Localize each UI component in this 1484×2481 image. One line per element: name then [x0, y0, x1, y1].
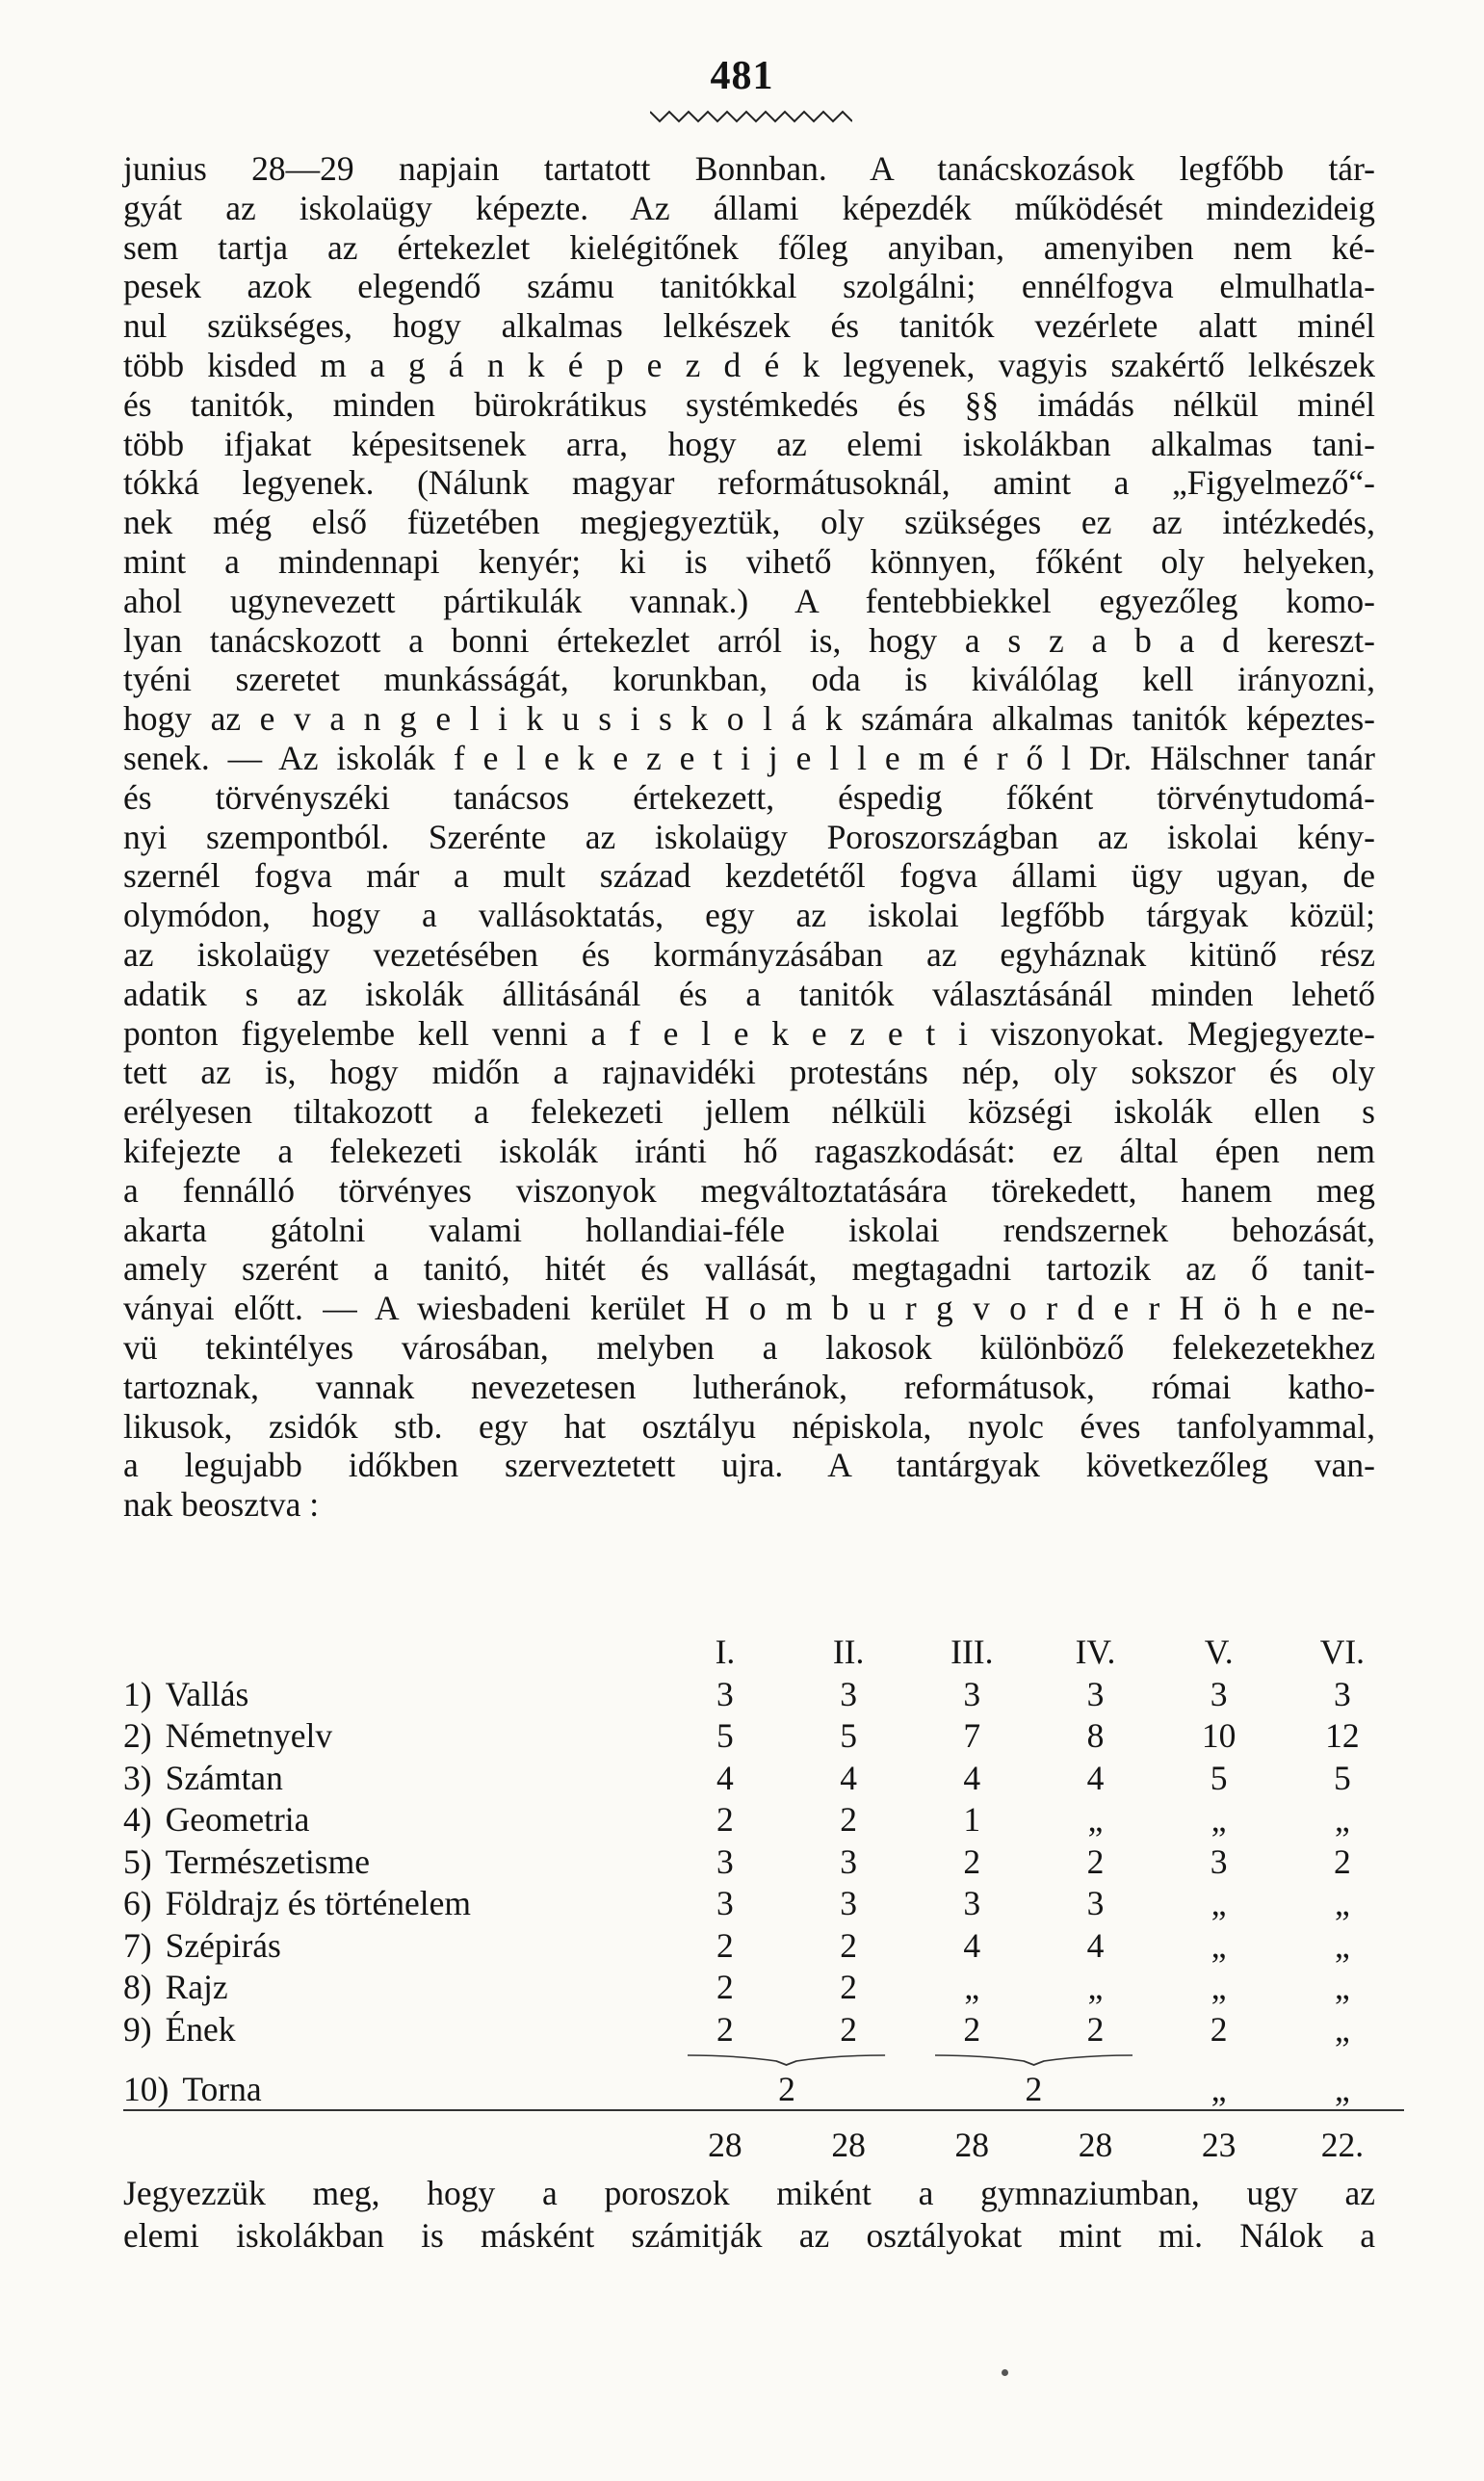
cell-value: 3 — [840, 1884, 857, 1922]
cell-value: 2 — [840, 1925, 857, 1965]
table-row — [123, 1882, 1404, 1924]
cell-value: 3 — [840, 1841, 857, 1881]
text-line: nek még első füzetében megjegyeztük, oly szükséges ez az intézkedés, — [123, 503, 1375, 542]
cell-value: 2 — [840, 1800, 857, 1839]
text-line: nul szükséges, hogy alkalmas lelkészek és tanitók vezérlete alatt minél — [123, 306, 1375, 346]
cell-value: 2 — [716, 2009, 734, 2049]
cell-value: „ — [1335, 1800, 1350, 1839]
cell-value: „ — [1335, 2009, 1350, 2049]
cell-value: 3 — [1334, 1674, 1351, 1713]
cell-value: 5 — [840, 1716, 857, 1755]
cell-value: „ — [1211, 2069, 1227, 2108]
row-number: 6) — [123, 1884, 152, 1922]
text-line: kifejezte a felekezeti iskolák iránti hő ragaszkodását: ez által épen nem — [123, 1131, 1375, 1170]
cell-value: 5 — [716, 1716, 734, 1755]
cell-value: 3 — [1086, 1674, 1105, 1713]
row-number: 9) — [123, 2009, 152, 2049]
text-line: vü tekintélyes városában, melyben a lakosok különböző felekezetekhez — [123, 1327, 1375, 1367]
total-value: 28 — [910, 2110, 1033, 2165]
cell-value: 5 — [1210, 1758, 1228, 1797]
total-value: 28 — [664, 2110, 787, 2165]
cell-value: 7 — [963, 1716, 981, 1755]
cell-value: „ — [1211, 1925, 1227, 1965]
text-line: akarta gátolni valami hollandiai-féle iskolai rendszernek behozását, — [123, 1210, 1375, 1249]
cell-value: 3 — [840, 1674, 857, 1713]
text-line: az iskolaügy vezetésében és kormányzásában az egyháznak kitünő rész — [123, 934, 1375, 974]
cell-value: 2 — [716, 1925, 734, 1965]
cell-value: „ — [1335, 1884, 1350, 1922]
closing-paragraph — [123, 2172, 1375, 2257]
subject-name: Természetisme — [165, 1841, 370, 1881]
totals-row — [123, 2110, 1404, 2165]
merged-cell — [664, 2050, 910, 2110]
cell-value: 4 — [963, 1925, 981, 1965]
column-header: V. — [1204, 1632, 1234, 1671]
row-number: 1) — [123, 1674, 152, 1713]
subject-name: Szépirás — [165, 1925, 281, 1965]
cell-value: „ — [1087, 1800, 1104, 1839]
cell-value: 3 — [963, 1674, 981, 1713]
stray-dot — [1002, 2369, 1008, 2376]
text-line: likusok, zsidók stb. egy hat osztályu népiskola, nyolc éves tanfolyammal, — [123, 1406, 1375, 1446]
brace-mark — [688, 2053, 885, 2067]
cell-value: 3 — [1086, 1884, 1105, 1922]
cell-value: „ — [1211, 1884, 1227, 1922]
cell-value: 12 — [1325, 1716, 1360, 1755]
cell-value: 2 — [1025, 2069, 1043, 2108]
total-value: 22. — [1281, 2110, 1404, 2165]
table-row — [123, 1798, 1404, 1841]
text-line: junius 28—29 napjain tartatott Bonnban. A tanácskozások legfőbb tár- — [123, 149, 1375, 188]
text-line: ványai előtt. — A wiesbadeni kerület H o m b u r g v o r d e r H ö h e ne- — [123, 1289, 1375, 1328]
cell-value: 3 — [716, 1884, 734, 1922]
table-header-row — [123, 1628, 1404, 1672]
row-number: 7) — [123, 1925, 152, 1965]
table-row — [123, 1756, 1404, 1798]
row-number: 10) — [123, 2069, 169, 2108]
cell-value: 3 — [716, 1841, 734, 1881]
subject-name: Földrajz és történelem — [165, 1884, 471, 1922]
table-row — [123, 1840, 1404, 1882]
text-line: szernél fogva már a mult század kezdetétől fogva állami ügy ugyan, de — [123, 856, 1375, 896]
text-line: senek. — Az iskolák f e l e k e z e t i j e l l e m é r ő l Dr. Hälschner tanár — [123, 738, 1375, 777]
table-row — [123, 1966, 1404, 2008]
row-number: 2) — [123, 1716, 152, 1755]
cell-value: „ — [1211, 1800, 1227, 1839]
text-line: a fennálló törvényes viszonyok megváltoztatására törekedett, hanem meg — [123, 1170, 1375, 1210]
cell-value: 2 — [963, 1841, 981, 1881]
text-line: tartoznak, vannak nevezetesen lutheránok, reformátusok, római katho- — [123, 1367, 1375, 1406]
subject-hours-table — [123, 1628, 1404, 2165]
table-row — [123, 2050, 1404, 2110]
text-line: több ifjakat képesitsenek arra, hogy az elemi iskolákban alkalmas tani- — [123, 424, 1375, 463]
cell-value: 3 — [716, 1674, 734, 1713]
total-value: 23 — [1158, 2110, 1281, 2165]
text-line: mint a mindennapi kenyér; ki is vihető könnyen, főként oly helyeken, — [123, 541, 1375, 581]
cell-value: 2 — [716, 1968, 734, 2006]
text-line: sem tartja az értekezlet kielégitőnek főleg anyiban, amenyiben nem ké- — [123, 227, 1375, 267]
row-number: 8) — [123, 1968, 152, 2006]
column-header: IV. — [1075, 1632, 1116, 1671]
text-line: Jegyezzük meg, hogy a poroszok miként a gymnaziumban, ugy az — [123, 2174, 1375, 2212]
text-line: erélyesen tiltakozott a felekezeti jellem nélküli községi iskolák ellen s — [123, 1092, 1375, 1132]
cell-value: 4 — [1086, 1925, 1105, 1965]
cell-value: „ — [1211, 1968, 1227, 2006]
ornament-divider — [650, 108, 852, 125]
cell-value: 2 — [716, 1800, 734, 1839]
table-row — [123, 2007, 1404, 2050]
text-line: ahol ugynevezett pártikulák vannak.) A fentebbiekkel egyezőleg komo- — [123, 581, 1375, 620]
cell-value: 2 — [1334, 1841, 1351, 1881]
text-line: pesek azok elegendő számu tanitókkal szolgálni; ennélfogva elmulhatla- — [123, 267, 1375, 306]
cell-value: 3 — [963, 1884, 981, 1922]
total-value: 28 — [787, 2110, 910, 2165]
cell-value: „ — [1335, 1968, 1350, 2006]
cell-value: 2 — [840, 2009, 857, 2049]
text-line: tyéni szeretet munkásságát, korunkban, oda is kiválólag kell irányozni, — [123, 660, 1375, 699]
text-line: elemi iskolákban is másként számitják az osztályokat mint mi. Nálok a — [123, 2216, 1375, 2255]
text-line: több kisded m a g á n k é p e z d é k legyenek, vagyis szakértő lelkészek — [123, 345, 1375, 384]
cell-value: 3 — [1210, 1841, 1228, 1881]
table-row — [123, 1672, 1404, 1714]
text-line: és tanitók, minden bürokrátikus systémkedés és §§ imádás nélkül minél — [123, 384, 1375, 424]
cell-value: 10 — [1201, 1716, 1237, 1755]
text-line: tett az is, hogy midőn a rajnavidéki protestáns nép, oly sokszor és oly — [123, 1053, 1375, 1092]
cell-value: 4 — [1086, 1758, 1105, 1797]
cell-value: 4 — [840, 1758, 857, 1797]
column-header: I. — [715, 1632, 736, 1671]
text-line: gyát az iskolaügy képezte. Az állami képezdék működését mindezideig — [123, 188, 1375, 227]
text-line: olymódon, hogy a vallásoktatás, egy az iskolai legfőbb tárgyak közül; — [123, 896, 1375, 935]
subject-name: Számtan — [165, 1758, 283, 1797]
subject-name: Torna — [182, 2069, 262, 2108]
subject-name: Ének — [165, 2009, 236, 2049]
page-number: 481 — [710, 54, 774, 98]
text-line: lyan tanácskozott a bonni értekezlet arról is, hogy a s z a b a d kereszt- — [123, 620, 1375, 660]
brace-mark — [935, 2053, 1133, 2067]
cell-value: 2 — [1086, 2009, 1105, 2049]
subject-name: Geometria — [165, 1800, 310, 1839]
subject-name: Vallás — [165, 1674, 249, 1713]
cell-value: 1 — [963, 1800, 981, 1839]
table-row — [123, 1714, 1404, 1757]
cell-value: 2 — [1086, 1841, 1105, 1881]
merged-cell — [910, 2050, 1157, 2110]
cell-value: „ — [1335, 1925, 1350, 1965]
text-line: nak beosztva : — [123, 1485, 320, 1525]
cell-value: 5 — [1334, 1758, 1351, 1797]
text-line: ponton figyelembe kell venni a f e l e k e z e t i viszonyokat. Megjegyezte- — [123, 1013, 1375, 1053]
cell-value: 8 — [1086, 1716, 1105, 1755]
total-value: 28 — [1033, 2110, 1157, 2165]
row-number: 3) — [123, 1758, 152, 1797]
subject-name: Rajz — [165, 1968, 228, 2006]
text-line: adatik s az iskolák állitásánál és a tanitók választásánál minden lehető — [123, 974, 1375, 1013]
column-header: III. — [950, 1632, 994, 1671]
body-paragraph — [123, 149, 1375, 1525]
cell-value: 2 — [778, 2069, 795, 2108]
cell-value: „ — [1335, 2069, 1350, 2108]
cell-value: 4 — [716, 1758, 734, 1797]
column-header: II. — [832, 1632, 865, 1671]
cell-value: 2 — [963, 2009, 981, 2049]
column-header: VI. — [1319, 1632, 1366, 1671]
table-row — [123, 1923, 1404, 1966]
text-line: és törvényszéki tanácsos értekezett, éspedig főként törvénytudomá- — [123, 777, 1375, 817]
text-line: amely szerént a tanitó, hitét és vallását, megtagadni tartozik az ő tanit- — [123, 1249, 1375, 1289]
text-line: hogy az e v a n g e l i k u s i s k o l á k számára alkalmas tanitók képeztes- — [123, 699, 1375, 739]
row-number: 4) — [123, 1800, 152, 1839]
cell-value: 2 — [840, 1968, 857, 2006]
cell-value: 4 — [963, 1758, 981, 1797]
subject-name: Németnyelv — [165, 1716, 333, 1755]
text-line: a legujabb időkben szerveztetett ujra. A tantárgyak következőleg van- — [123, 1446, 1375, 1485]
row-number: 5) — [123, 1841, 152, 1881]
cell-value: „ — [1087, 1968, 1104, 2006]
text-line: nyi szempontból. Szerénte az iskolaügy Poroszországban az iskolai kény- — [123, 817, 1375, 856]
cell-value: 2 — [1210, 2009, 1228, 2049]
cell-value: „ — [964, 1968, 980, 2006]
cell-value: 3 — [1210, 1674, 1228, 1713]
text-line: tókká legyenek. (Nálunk magyar reformátusoknál, amint a „Figyelmező“- — [123, 463, 1375, 503]
